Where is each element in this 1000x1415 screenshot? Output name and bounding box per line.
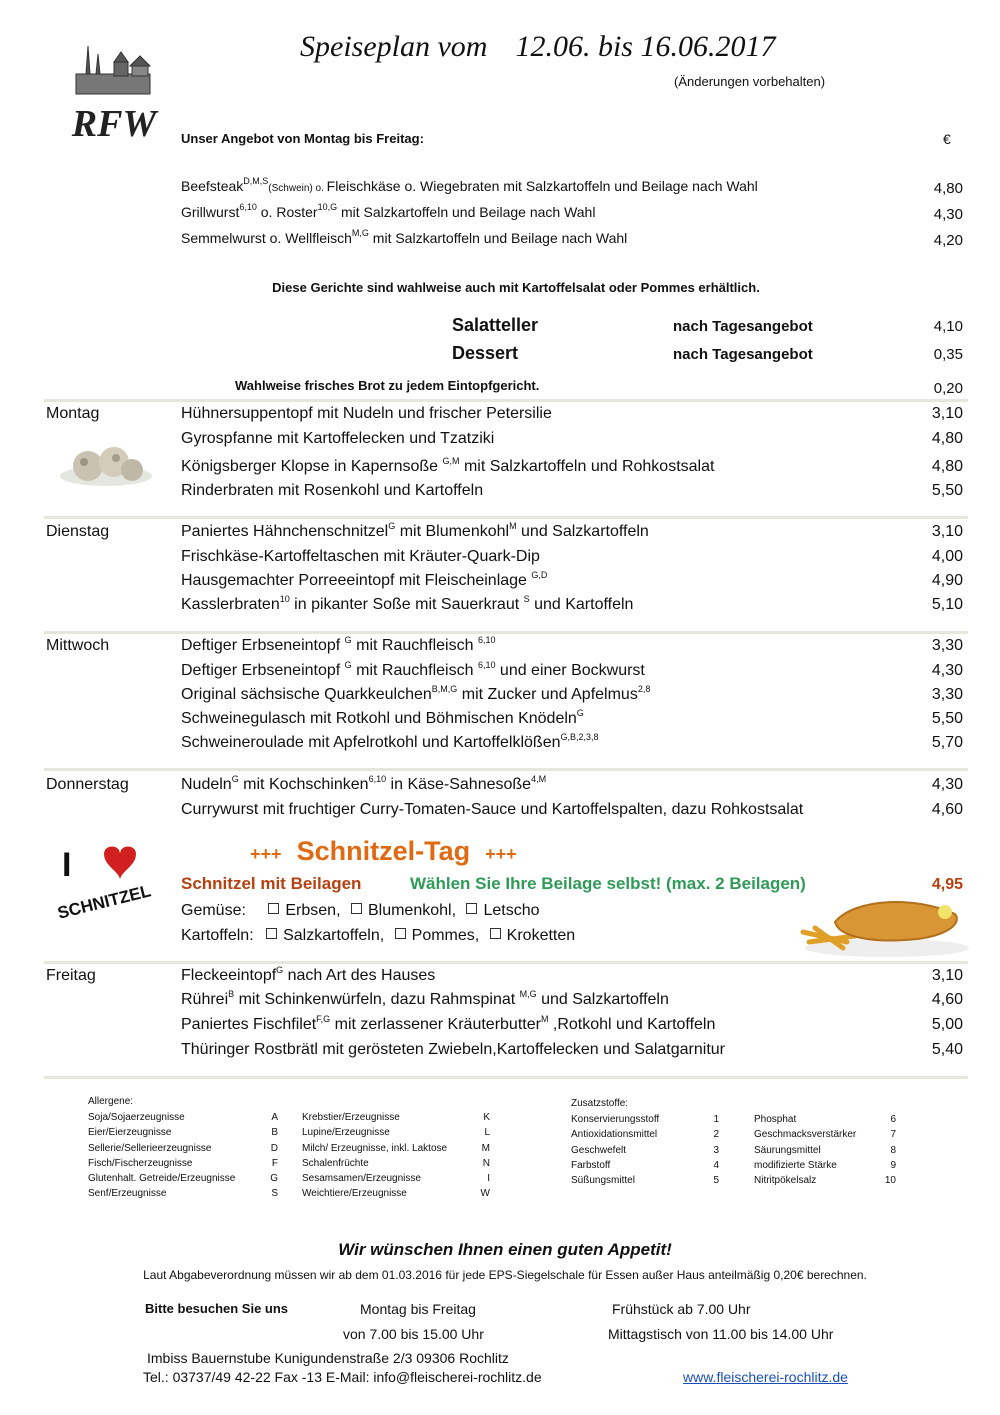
schnitzel-price: 4,95 [931,876,963,893]
website-link[interactable]: www.fleischerei-rochlitz.de [683,1369,848,1385]
mittwoch-price-3: 3,30 [931,686,963,703]
donnerstag-price-2: 4,60 [931,801,963,818]
divider [44,768,968,771]
schnitzel-name: Schnitzel mit Beilagen [181,874,362,893]
standard-dish-3: Semmelwurst o. Wellfleisch$^{M,G}$ mit Salzkartoffeln und Beilage nach Wahl [181,228,628,246]
appetit-message: Wir wünschen Ihnen einen guten Appetit! [338,1240,672,1259]
meatball-dish-image [56,440,156,490]
freitag-price-1: 3,10 [931,967,963,984]
page-title: Speiseplan vom 12.06. bis 16.06.2017 [300,30,776,63]
freitag-dish-3: Paniertes Fischfilet$^{F,G}$ mit zerlassener Kräuterbutter$^M$ ,Rotkohl und Kartoffeln [181,1014,716,1033]
day-mittwoch: Mittwoch [46,637,110,654]
option-checkbox[interactable]: Blumenkohl, [351,902,456,919]
montag-dish-1: Hühnersuppentopf mit Nudeln und frischer Petersilie [181,405,552,422]
day-montag: Montag [46,405,100,422]
bread-note: Wahlweise frisches Brot zu jedem Eintopfgericht. [235,378,540,393]
freitag-dish-1: Fleckeeintopf$^G$ nach Art des Hauses [181,965,436,984]
freitag-price-3: 5,00 [931,1016,963,1033]
day-dienstag: Dienstag [46,523,110,540]
freitag-price-2: 4,60 [931,991,963,1008]
dienstag-dish-1: Paniertes Hähnchenschnitzel$^G$ mit Blumenkohl$^M$ und Salzkartoffeln [181,521,649,540]
rfw-logo [58,38,170,148]
mittwoch-price-5: 5,70 [931,734,963,751]
donnerstag-dish-1: Nudeln$^G$ mit Kochschinken$^{6,10}$ in Käse-Sahnesoße$^{4,M}$ [181,774,547,793]
option-checkbox[interactable]: Salzkartoffeln, [266,927,384,944]
dienstag-price-3: 4,90 [931,572,963,589]
badge-word: SCHNITZEL [55,881,153,918]
schnitzel-day-title: +++ Schnitzel-Tag +++ [250,836,517,866]
standard-dish-1: Beefsteak$^{D,M,S}$(Schwein) o. Fleischkäse o. Wiegebraten mit Salzkartoffeln und Beilage nach Wahl [181,176,758,194]
additives-col2: Phosphat 6 Geschmacksverstärker 7 Säurungsmittel 8 modifizierte Stärke 9 Nitritpökelsalz 10 [754,1114,896,1187]
dienstag-dish-3: Hausgemachter Porreeeintopf mit Fleischeinlage $^{G,D}$ [181,570,548,589]
changes-note: (Änderungen vorbehalten) [674,74,826,89]
divider [44,399,968,402]
mittwoch-dish-3: Original sächsische Quarkkeulchen$^{B,M,G}$ mit Zucker und Apfelmus$^{2,8}$ [181,684,651,703]
additives-heading: Zusatzstoffe: [571,1098,629,1109]
divider [44,516,968,519]
currency-label: € [943,131,951,147]
extra-dessert: Dessert [452,343,519,363]
standard-dish-2: Grillwurst$^{6,10}$ o. Roster$^{10,G}$ mit Salzkartoffeln und Beilage nach Wahl [181,202,596,220]
mittwoch-price-1: 3,30 [931,637,963,654]
extra-salatteller: Salatteller [452,315,539,335]
montag-price-4: 5,50 [931,482,963,499]
donnerstag-dish-2: Currywurst mit fruchtiger Curry-Tomaten-Sauce und Kartoffelspalten, dazu Rohkostsalat [181,801,804,818]
option-checkbox[interactable]: Letscho [466,902,539,919]
divider [44,631,968,634]
dienstag-dish-4: Kasslerbraten$^{10}$ in pikanter Soße mit Sauerkraut $^S$ und Kartoffeln [181,594,634,613]
additives-col1: Konservierungsstoff 1 Antioxidationsmittel 2 Geschwefelt 3 Farbstoff 4 Süßungsmittel 5 [571,1114,719,1187]
mittwoch-price-2: 4,30 [931,662,963,679]
eps-notice: Laut Abgabeverordnung müssen wir ab dem 01.03.2016 für jede EPS-Siegelschale für Essen außer Haus anteilmäßig 0,20€ berechnen. [143,1268,867,1282]
heart-icon [104,847,136,881]
day-freitag: Freitag [46,967,96,984]
standard-price-2: 4,30 [933,206,963,223]
freitag-dish-4: Thüringer Rostbrätl mit gerösteten Zwiebeln,Kartoffelecken und Salatgarnitur [181,1041,725,1058]
option-checkbox[interactable]: Kroketten [490,927,575,944]
opening-days: Montag bis Freitag [360,1301,476,1317]
mittwoch-price-4: 5,50 [931,710,963,727]
option-checkbox[interactable]: Pommes, [395,927,480,944]
dienstag-price-4: 5,10 [931,596,963,613]
i-love-schnitzel-badge [52,838,162,918]
schnitzel-choose: Wählen Sie Ihre Beilage selbst! (max. 2 Beilagen) [410,874,806,893]
divider [44,961,968,964]
donnerstag-price-1: 4,30 [931,776,963,793]
alternative-sides-note: Diese Gerichte sind wahlweise auch mit Kartoffelsalat oder Pommes erhältlich. [272,280,760,295]
offer-heading: Unser Angebot von Montag bis Freitag: [181,131,424,146]
montag-price-2: 4,80 [931,430,963,447]
mittwoch-dish-5: Schweineroulade mit Apfelrotkohl und Kartoffelklößen$^{G,B,2,3,8}$ [181,732,599,751]
allergens-col1: Soja/Sojaerzeugnisse A Eier/Eierzeugnisse B Sellerie/Sellerieerzeugnisse D Fisch/Fischerzeugnisse F Glutenhalt. Getreide/Erzeugnisse G Senf/Erzeugnisse S [88,1112,278,1200]
montag-dish-2: Gyrospfanne mit Kartoffelecken und Tzatziki [181,430,495,447]
dienstag-dish-2: Frischkäse-Kartoffeltaschen mit Kräuter-Quark-Dip [181,548,540,565]
freitag-dish-2: Rührei$^B$ mit Schinkenwürfeln, dazu Rahmspinat $^{M,G}$ und Salzkartoffeln [181,989,669,1008]
standard-price-3: 4,20 [933,232,963,249]
allergens-heading: Allergene: [88,1096,134,1107]
extra-dessert-price: 0,35 [933,346,963,363]
contact-line: Tel.: 03737/49 42-22 Fax -13 E-Mail: info@fleischerei-rochlitz.de [143,1369,542,1385]
extra-dessert-desc: nach Tagesangebot [673,346,813,363]
address: Imbiss Bauernstube Kunigundenstraße 2/3 09306 Rochlitz [147,1350,509,1366]
badge-letter: I [62,846,72,884]
standard-price-1: 4,80 [933,180,963,197]
montag-dish-4: Rinderbraten mit Rosenkohl und Kartoffeln [181,482,484,499]
kartoffeln-options: Kartoffeln: Salzkartoffeln, Pommes, Kroketten [181,927,576,944]
freitag-price-4: 5,40 [931,1041,963,1058]
divider [44,1076,968,1079]
schnitzel-image [795,892,970,962]
dienstag-price-1: 3,10 [931,523,963,540]
montag-price-1: 3,10 [931,405,963,422]
mittwoch-dish-2: Deftiger Erbseneintopf $^G$ mit Rauchfleisch $^{6,10}$ und einer Bockwurst [181,660,645,679]
breakfast-hours: Frühstück ab 7.00 Uhr [612,1301,751,1317]
opening-hours: von 7.00 bis 15.00 Uhr [343,1326,484,1342]
option-checkbox[interactable]: Erbsen, [268,902,340,919]
mittwoch-dish-1: Deftiger Erbseneintopf $^G$ mit Rauchfleisch $^{6,10}$ [181,635,496,654]
extra-salatteller-desc: nach Tagesangebot [673,318,813,335]
mittwoch-dish-4: Schweinegulasch mit Rotkohl und Böhmischen Knödeln$^G$ [181,708,584,727]
montag-price-3: 4,80 [931,458,963,475]
montag-dish-3: Königsberger Klopse in Kapernsoße $^{G,M}$ mit Salzkartoffeln und Rohkostsalat [181,456,715,475]
dienstag-price-2: 4,00 [931,548,963,565]
day-donnerstag: Donnerstag [46,776,129,793]
extra-salatteller-price: 4,10 [933,318,963,335]
gemuese-options: Gemüse: Erbsen, Blumenkohl, Letscho [181,902,540,919]
visit-us: Bitte besuchen Sie uns [145,1301,289,1316]
bread-price: 0,20 [933,380,963,397]
logo-lettering: RFW [71,103,157,145]
allergens-col2: Krebstier/Erzeugnisse K Lupine/Erzeugnisse L Milch/ Erzeugnisse, inkl. Laktose M Schalenfrüchte N Sesamsamen/Erzeugnisse I Weichtiere/Erzeugnisse W [302,1112,490,1200]
lunch-hours: Mittagstisch von 11.00 bis 14.00 Uhr [608,1326,834,1342]
